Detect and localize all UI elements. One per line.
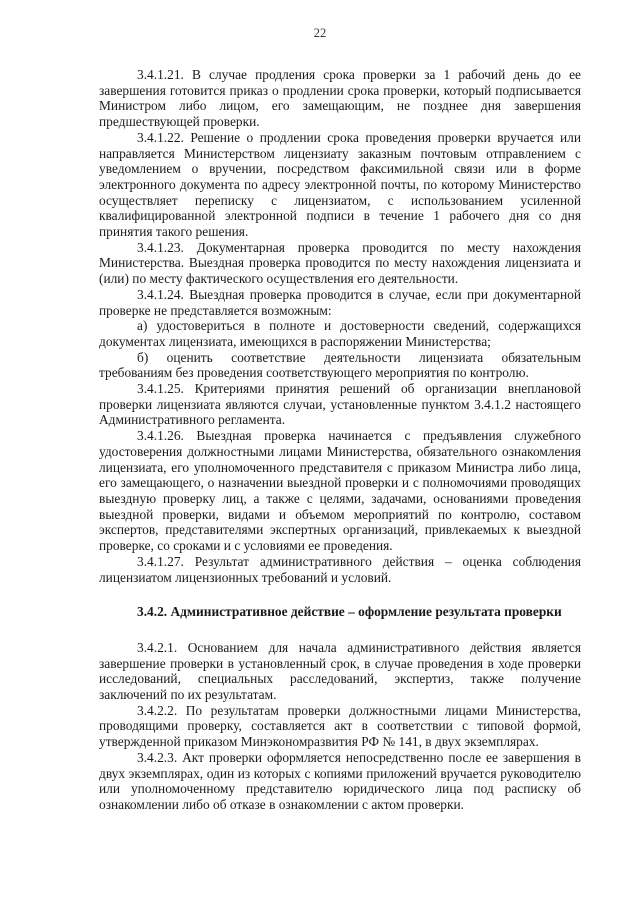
paragraph-3-4-1-22: 3.4.1.22. Решение о продлении срока проведения проверки вручается или направляется Министерством лицензиату заказным почтовым отправлением с уведомлением о вручении, посредством факсимильной связи или в форме электронного документа по адресу электронной почты, по которому Министерство осуществляет переписку с лицензиатом, с использованием усиленной квалифицированной электронной подписи в течение 1 рабочего дня со дня принятия такого решения.: [99, 129, 581, 240]
paragraph-3-4-1-26: 3.4.1.26. Выездная проверка начинается с предъявления служебного удостоверения должностными лицами Министерства, обязательного ознакомления лицензиата, его уполномоченного представителя с приказом Министра либо лица, его замещающего, о назначении выездной проверки и с полномочиями проводящих выездную проверку лиц, а также с целями, задачами, основаниями проведения выездной проверки, видами и объемом мероприятий по контролю, составом экспертов, представителями экспертных организаций, привлекаемых к выездной проверке, со сроками и с условиями ее проведения.: [99, 428, 581, 554]
document-body: [99, 67, 581, 813]
paragraph-3-4-1-24: 3.4.1.24. Выездная проверка проводится в случае, если при документарной проверке не представляется возможным:: [99, 286, 581, 318]
paragraph-3-4-2-3: 3.4.2.3. Акт проверки оформляется непосредственно после ее завершения в двух экземплярах, один из которых с копиями приложений вручается руководителю или уполномоченному представителю юридического лица под расписку об ознакомлении либо об отказе в ознакомлении с актом проверки.: [99, 749, 581, 812]
paragraph-3-4-1-27: 3.4.1.27. Результат административного действия – оценка соблюдения лицензиатом лицензионных требований и условий.: [99, 553, 581, 585]
section-heading: 3.4.2. Административное действие – оформление результата проверки: [137, 604, 562, 620]
list-item-a: а) удостовериться в полноте и достоверности сведений, содержащихся документах лицензиата, имеющихся в распоряжении Министерства;: [99, 318, 581, 349]
paragraph-3-4-2-2: 3.4.2.2. По результатам проверки должностными лицами Министерства, проводящими проверку, составляется акт в соответствии с типовой формой, утвержденной приказом Минэкономразвития РФ № 141, в двух экземплярах.: [99, 702, 581, 750]
paragraph-3-4-1-23: 3.4.1.23. Документарная проверка проводится по месту нахождения Министерства. Выездная проверка проводится по месту нахождения лицензиата и (или) по месту фактического осуществления его деятельности.: [99, 239, 581, 287]
paragraph-3-4-1-25: 3.4.1.25. Критериями принятия решений об организации внеплановой проверки лицензиата являются случаи, установленные пунктом 3.4.1.2 настоящего Административного регламента.: [99, 381, 581, 428]
page-number: 22: [313, 26, 327, 40]
paragraph-3-4-2-1: 3.4.2.1. Основанием для начала административного действия является завершение проверки в установленный срок, в случае проведения в ходе проверки исследований, специальных расследований, экспертиз, также получение заключений по их результатам.: [99, 639, 581, 703]
paragraph-3-4-1-21: 3.4.1.21. В случае продления срока проверки за 1 рабочий день до ее завершения готовится приказ о продлении срока проверки, который подписывается Министром либо лицом, его замещающим, не позднее дня завершения предшествующей проверки.: [99, 67, 581, 130]
list-item-b: б) оценить соответствие деятельности лицензиата обязательным требованиям без проведения соответствующего мероприятия по контролю.: [99, 349, 581, 381]
